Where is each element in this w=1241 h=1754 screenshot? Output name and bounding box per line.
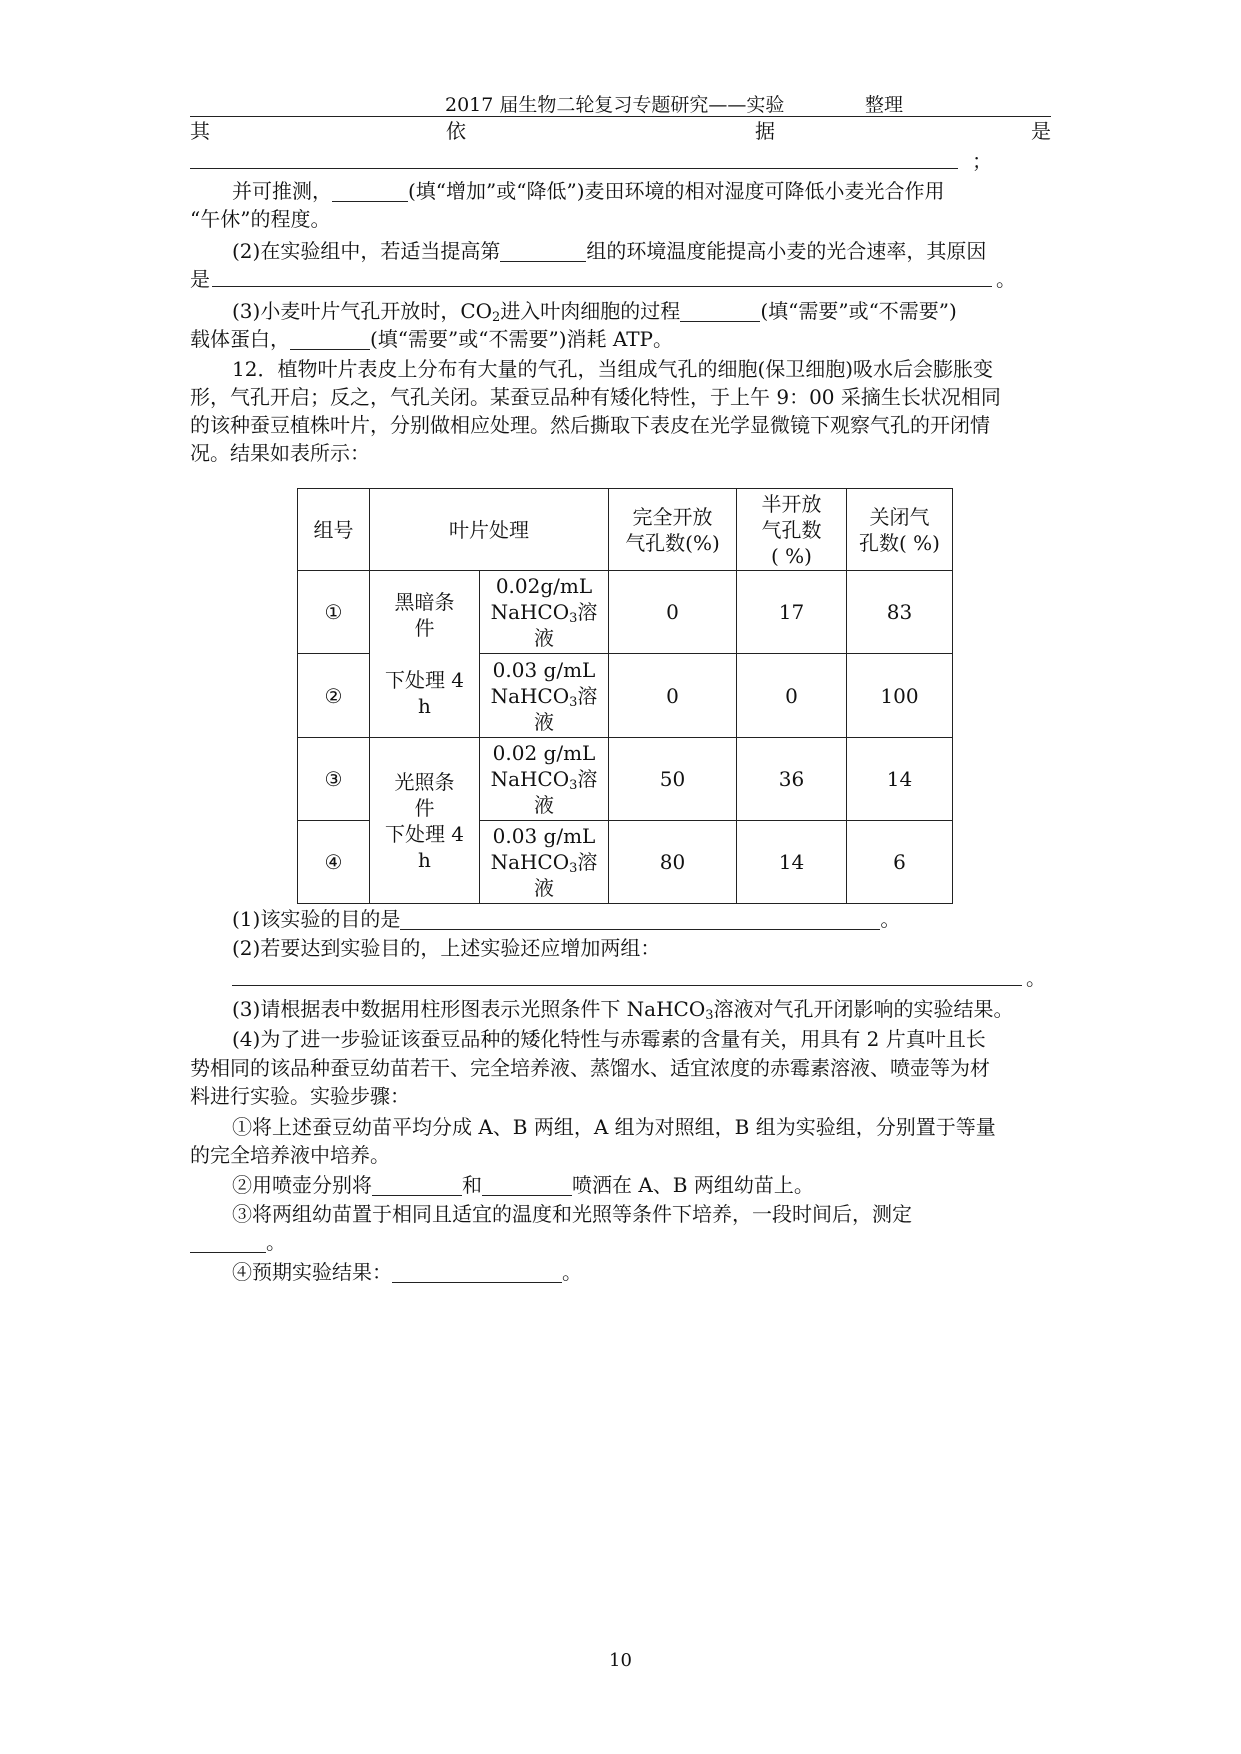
solution-word: 溶 [577, 850, 598, 874]
solution-subscript: 3 [569, 694, 578, 710]
light-condition-cell [370, 738, 480, 904]
sub3-subscript: 3 [705, 1008, 714, 1023]
dark-l2: 件 [414, 616, 435, 640]
light-l2: 件 [414, 795, 435, 820]
dark-l4: h [418, 694, 431, 718]
solution-subscript: 3 [569, 778, 578, 793]
solution-conc: 0.02 g/mL [492, 741, 596, 765]
line5-text-b: 组的环境温度能提高小麦的光合速率，其原因 [586, 239, 987, 263]
header-closed-l2: 孔数( %) [859, 530, 940, 555]
solution-word: 溶 [577, 683, 598, 708]
header-closed [847, 489, 953, 571]
header-half-open [737, 489, 847, 571]
header-half-open-l2: 气孔数 [761, 517, 822, 542]
value-closed: 100 [847, 654, 953, 738]
answer-blank-reason[interactable] [212, 286, 992, 287]
light-l4: h [418, 847, 431, 872]
sub3-text-a: (3)请根据表中数据用柱形图表示光照条件下 NaHCO [232, 997, 706, 1021]
header-fully-open-l2: 气孔数(%) [625, 530, 720, 555]
line2-end: ； [972, 149, 992, 173]
answer-blank-group[interactable] [500, 241, 586, 262]
table-row [298, 571, 953, 654]
value-open: 0 [609, 571, 737, 654]
solution-subscript: 3 [569, 861, 578, 876]
row-id: ④ [298, 821, 370, 904]
answer-blank-extra-groups[interactable] [232, 985, 1022, 986]
sub2-end: 。 [1026, 966, 1046, 990]
header-closed-l1: 关闭气 [869, 504, 930, 529]
solution-conc: 0.03 g/mL [492, 657, 596, 682]
line7-text-c: (填“需要”或“不需要”) [760, 299, 957, 323]
value-open: 50 [609, 738, 737, 821]
answer-blank-atp[interactable] [290, 329, 370, 350]
solution-word2: 液 [534, 709, 554, 734]
sub1-text: (1)该实验的目的是 [232, 907, 401, 931]
solution-word2: 液 [534, 876, 554, 900]
line4: “午休”的程度。 [190, 207, 331, 231]
solution-word2: 液 [534, 626, 554, 650]
dark-l3: 下处理 4 [384, 668, 465, 692]
value-closed: 14 [847, 738, 953, 821]
q12-line2: 形，气孔开启；反之，气孔关闭。某蚕豆品种有矮化特性，于上午 9：00 采摘生长状况相同 [190, 385, 1001, 409]
answer-blank-purpose[interactable] [400, 909, 880, 930]
solution-name: NaHCO [490, 600, 570, 624]
line6-a: 是 [190, 267, 210, 291]
header-fully-open-l1: 完全开放 [632, 504, 713, 529]
line3-text-b: (填“增加”或“降低”)麦田环境的相对湿度可降低小麦光合作用 [408, 179, 945, 203]
solution-name: NaHCO [490, 767, 570, 791]
step4 [232, 1258, 582, 1286]
row-id: ③ [298, 738, 370, 821]
step4-text: ④预期实验结果： [232, 1260, 392, 1284]
q12-line4: 况。结果如表所示： [190, 441, 370, 465]
solution-name: NaHCO [490, 683, 570, 708]
dark-l1: 黑暗条 [394, 590, 455, 614]
line1-c1: 其 [190, 119, 210, 143]
header-treatment: 叶片处理 [370, 489, 609, 571]
light-l3: 下处理 4 [384, 821, 465, 846]
value-half: 0 [737, 654, 847, 738]
answer-blank-expected[interactable] [392, 1262, 562, 1283]
step2 [232, 1171, 814, 1199]
header-half-open-l1: 半开放 [761, 491, 822, 516]
line1-c3: 据 [755, 119, 775, 143]
solution-cell [480, 571, 609, 654]
solution-conc: 0.02g/mL [495, 574, 593, 598]
dark-condition-cell [370, 571, 480, 738]
line8 [190, 325, 673, 353]
solution-cell [480, 738, 609, 821]
line7-text-b: 进入叶肉细胞的过程 [500, 299, 681, 323]
sub4-line2: 势相同的该品种蚕豆幼苗若干、完全培养液、蒸馏水、适宜浓度的赤霉素溶液、喷壶等为材 [190, 1056, 990, 1080]
step3: ③将两组幼苗置于相同且适宜的温度和光照等条件下培养，一段时间后，测定 [232, 1202, 912, 1226]
line3 [232, 177, 945, 205]
co2-subscript: 2 [492, 310, 501, 325]
row-id: ② [298, 654, 370, 738]
step3-end: 。 [266, 1230, 286, 1254]
line6-b: 。 [996, 267, 1016, 291]
light-l1: 光照条 [394, 769, 455, 794]
step2-text-c: 喷洒在 A、B 两组幼苗上。 [572, 1173, 814, 1197]
value-half: 36 [737, 738, 847, 821]
q12-line3: 的该种蚕豆植株叶片，分别做相应处理。然后撕取下表皮在光学显微镜下观察气孔的开闭情 [190, 413, 990, 437]
page-number: 10 [609, 1650, 632, 1671]
line7 [232, 297, 957, 325]
step1-line1: ①将上述蚕豆幼苗平均分成 A、B 两组，A 组为对照组，B 组为实验组，分别置于等量 [232, 1115, 996, 1139]
answer-blank-carrier[interactable] [680, 301, 760, 322]
line1-c4: 是 [1031, 119, 1051, 143]
sub2: (2)若要达到实验目的，上述实验还应增加两组： [232, 936, 661, 960]
solution-word: 溶 [577, 600, 598, 624]
table-header-row [298, 489, 953, 571]
header-tag: 整理 [865, 94, 904, 116]
header-half-open-l3: ( %) [771, 543, 812, 568]
line3-text-a: 并可推测， [232, 179, 332, 203]
sub1-end: 。 [880, 907, 901, 931]
row-id: ① [298, 571, 370, 654]
value-open: 0 [609, 654, 737, 738]
sub4-line1: (4)为了进一步验证该蚕豆品种的矮化特性与赤霉素的含量有关，用具有 2 片真叶且长 [232, 1027, 986, 1051]
answer-blank-spray-b[interactable] [482, 1175, 572, 1196]
value-closed: 6 [847, 821, 953, 904]
solution-cell [480, 821, 609, 904]
solution-conc: 0.03 g/mL [492, 824, 596, 848]
step1-line2: 的完全培养液中培养。 [190, 1143, 390, 1167]
answer-blank-basis[interactable] [190, 168, 958, 169]
sub3 [232, 995, 1014, 1023]
header-group: 组号 [298, 489, 370, 571]
solution-cell [480, 654, 609, 738]
step4-end: 。 [562, 1260, 582, 1284]
sub1 [232, 905, 900, 933]
answer-blank-measure[interactable] [190, 1232, 266, 1253]
line8-text-b: (填“需要”或“不需要”)消耗 ATP。 [370, 327, 674, 351]
sub4-line3: 料进行实验。实验步骤： [190, 1084, 410, 1108]
page-header [190, 90, 1051, 117]
solution-name: NaHCO [490, 850, 570, 874]
step2-text-a: ②用喷壶分别将 [232, 1173, 372, 1197]
line5 [232, 237, 986, 265]
table-row [298, 738, 953, 821]
solution-word: 溶 [577, 767, 598, 791]
solution-subscript: 3 [569, 611, 578, 626]
line7-text-a: (3)小麦叶片气孔开放时，CO [232, 299, 493, 323]
step3-cont [190, 1228, 286, 1256]
header-fully-open [609, 489, 737, 571]
value-half: 14 [737, 821, 847, 904]
value-open: 80 [609, 821, 737, 904]
line1-c2: 依 [446, 119, 466, 143]
sub3-text-b: 溶液对气孔开闭影响的实验结果。 [713, 997, 1014, 1021]
stomata-table [297, 488, 953, 904]
value-closed: 83 [847, 571, 953, 654]
solution-word2: 液 [534, 793, 554, 817]
answer-blank-humidity[interactable] [332, 181, 408, 202]
step2-text-b: 和 [462, 1173, 482, 1197]
q12-line1: 12．植物叶片表皮上分布有大量的气孔，当组成气孔的细胞(保卫细胞)吸水后会膨胀变 [232, 357, 994, 381]
line8-text-a: 载体蛋白， [190, 327, 290, 351]
line5-text-a: (2)在实验组中，若适当提高第 [232, 239, 501, 263]
answer-blank-spray-a[interactable] [372, 1175, 462, 1196]
header-title: 2017 届生物二轮复习专题研究——实验 [445, 94, 785, 116]
value-half: 17 [737, 571, 847, 654]
